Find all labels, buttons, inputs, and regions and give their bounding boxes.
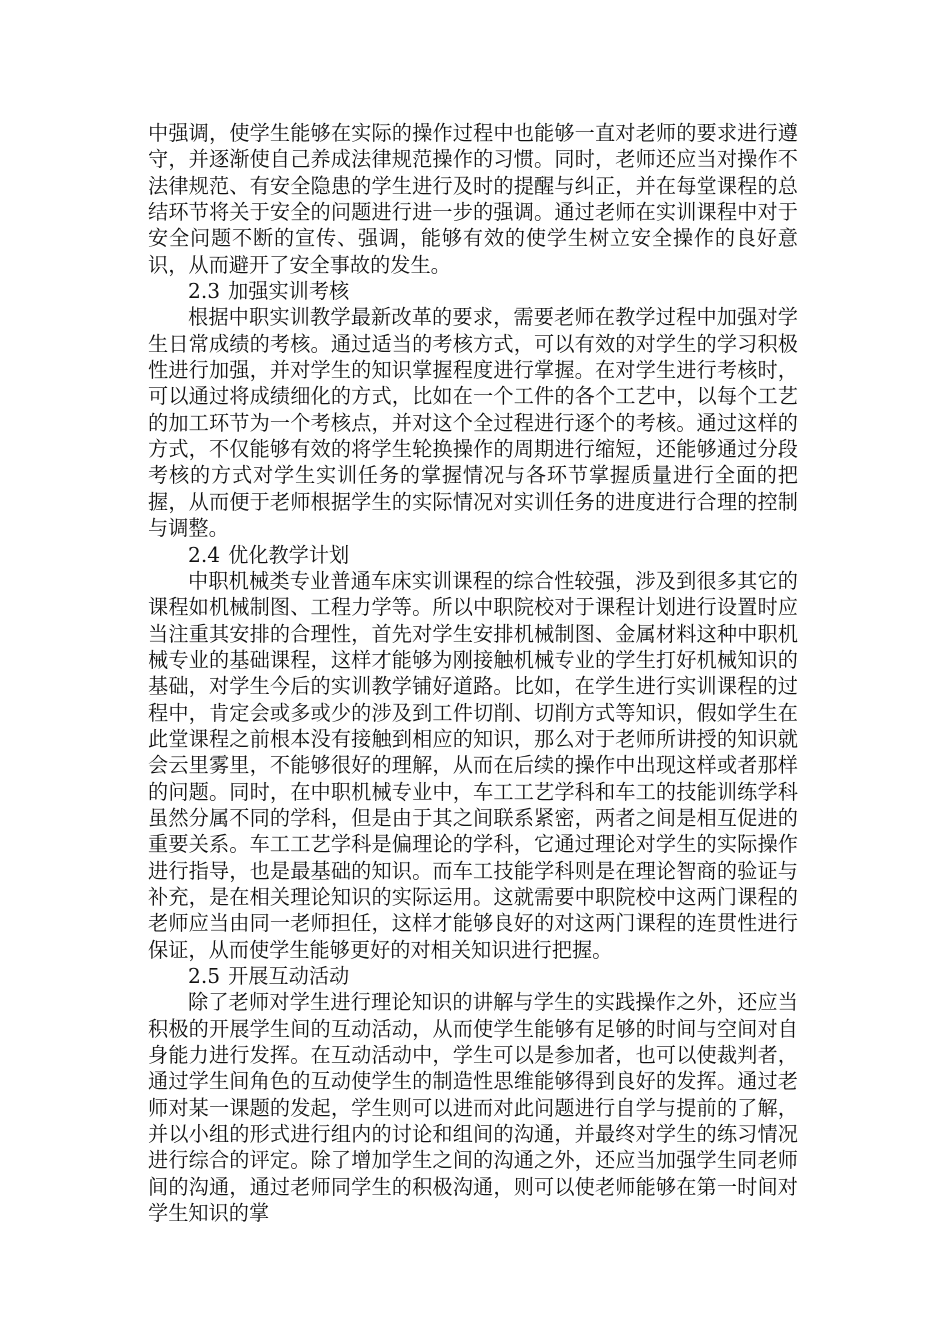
body-paragraph: 除了老师对学生进行理论知识的讲解与学生的实践操作之外，还应当积极的开展学生间的互动活动，从而使学生能够有足够的时间与空间对自身能力进行发挥。在互动活动中，学生可以是参加者，也可以使裁判者，通过学生间角色的互动使学生的制造性思维能够得到良好的发挥。通过老师对某一课题的发起，学生则可以进而对此问题进行自学与提前的了解，并以小组的形式进行组内的讨论和组间的沟通，并最终对学生的练习情况进行综合的评定。除了增加学生之间的沟通之外，还应当加强学生同老师间的沟通，通过老师同学生的积极沟通，则可以使老师能够在第一时间对学生知识的掌 xyxy=(148,990,798,1226)
body-paragraph: 中职机械类专业普通车床实训课程的综合性较强，涉及到很多其它的课程如机械制图、工程力学等。所以中职院校对于课程计划进行设置时应当注重其安排的合理性，首先对学生安排机械制图、金属材料这种中职机械专业的基础课程，这样才能够为刚接触机械专业的学生打好机械知识的基础，对学生今后的实训教学铺好道路。比如，在学生进行实训课程的过程中，肯定会或多或少的涉及到工件切削、切削方式等知识，假如学生在此堂课程之前根本没有接触到相应的知识，那么对于老师所讲授的知识就会云里雾里，不能够很好的理解，从而在后续的操作中出现这样或者那样的问题。同时，在中职机械专业中，车工工艺学科和车工的技能训练学科虽然分属不同的学科，但是由于其之间联系紧密，两者之间是相互促进的重要关系。车工工艺学科是偏理论的学科，它通过理论对学生的实际操作进行指导，也是最基础的知识。而车工技能学科则是在理论智商的验证与补充，是在相关理论知识的实际运用。这就需要中职院校中这两门课程的老师应当由同一老师担任，这样才能够良好的对这两门课程的连贯性进行保证，从而使学生能够更好的对相关知识进行把握。 xyxy=(148,568,798,962)
section-heading-2-4 xyxy=(148,542,798,568)
document-page xyxy=(148,120,798,1226)
section-number: 2.4 xyxy=(188,542,221,567)
section-title: 加强实训考核 xyxy=(228,279,350,304)
body-paragraph: 根据中职实训教学最新改革的要求，需要老师在教学过程中加强对学生日常成绩的考核。通过适当的考核方式，可以有效的对学生的学习积极性进行加强，并对学生的知识掌握程度进行掌握。在对学生进行考核时，可以通过将成绩细化的方式，比如在一个工件的各个工艺中，以每个工艺的加工环节为一个考核点，并对这个全过程进行逐个的考核。通过这样的方式，不仅能够有效的将学生轮换操作的周期进行缩短，还能够通过分段考核的方式对学生实训任务的掌握情况与各环节掌握质量进行全面的把握，从而便于老师根据学生的实际情况对实训任务的进度进行合理的控制与调整。 xyxy=(148,305,798,541)
section-heading-2-5 xyxy=(148,963,798,989)
section-title: 开展互动活动 xyxy=(228,964,350,988)
section-number: 2.3 xyxy=(188,279,221,304)
section-number: 2.5 xyxy=(188,964,221,988)
section-title: 优化教学计划 xyxy=(228,542,350,567)
section-heading-2-3 xyxy=(148,278,798,304)
body-paragraph-continued: 中强调，使学生能够在实际的操作过程中也能够一直对老师的要求进行遵守，并逐渐使自己养成法律规范操作的习惯。同时，老师还应当对操作不法律规范、有安全隐患的学生进行及时的提醒与纠正，并在每堂课程的总结环节将关于安全的问题进行进一步的强调。通过老师在实训课程中对于安全问题不断的宣传、强调，能够有效的使学生树立安全操作的良好意识，从而避开了安全事故的发生。 xyxy=(148,121,798,277)
